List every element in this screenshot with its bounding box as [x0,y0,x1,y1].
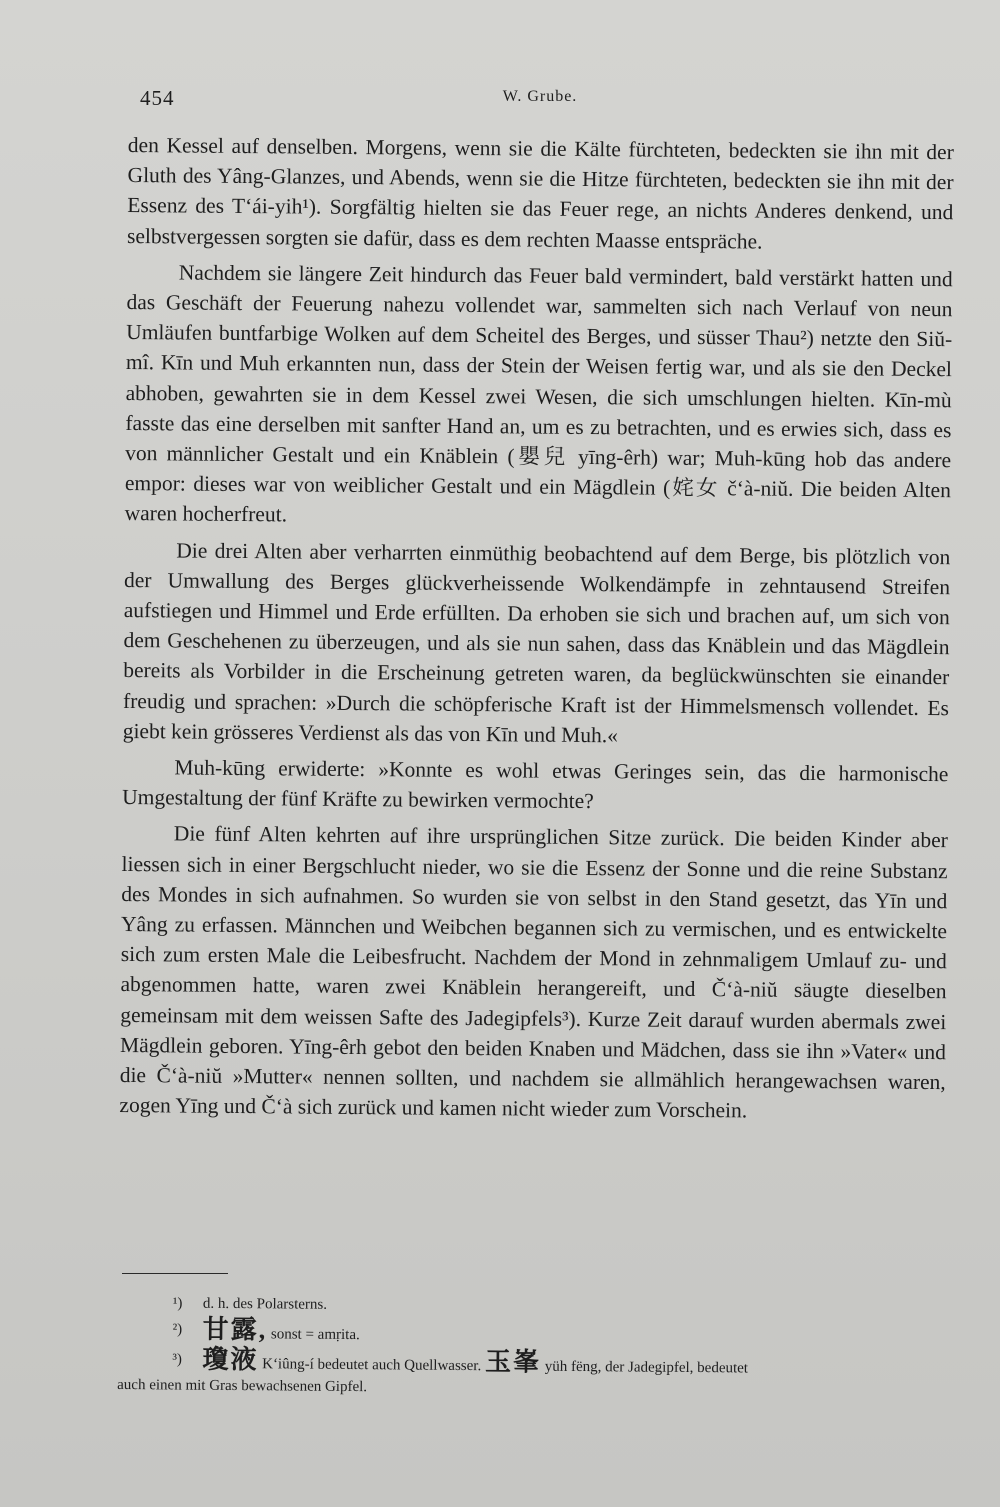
paragraph-4: Muh-kūng erwiderte: »Konnte es wohl etwas Geringes sein, das die harmonische Umgestaltung der fünf Kräfte zu bewirken vermochte? [122,755,949,814]
footnote-cjk: 瓊液 [202,1344,259,1375]
footnote-text: sonst = amṛita. [270,1326,360,1344]
page-number: 454 [140,86,175,110]
footnote-mark: ²) [172,1321,183,1338]
footnote-3 [117,1344,947,1403]
body-text [119,130,954,1134]
footnote-mark: ¹) [172,1295,183,1312]
footnote-cjk-2: 玉峯 [484,1347,542,1377]
footnotes [117,1292,948,1407]
footnote-cjk: 甘露, [202,1314,268,1345]
page-header [140,86,940,114]
paragraph-1: den Kessel auf denselben. Morgens, wenn sie die Kälte fürchteten, bedeckten sie ihn mit der Gluth des Yâng-Glanzes, und Abends, wenn sie die Hitze fürchteten, bedeckten sie ihn mit der Essenz des T‘ái-yih¹). Sorgfältig hielten sie das Feuer rege, an nichts Anderes denkend, und selbstvergessen sorgten sie dafür, dass es dem rechten Maasse entspräche. [126,132,954,254]
paragraph-2: Nachdem sie längere Zeit hindurch das Feuer bald vermindert, bald verstärkt hatten und das Geschäft der Feuerung nahezu vollendet war, sammelten sich nach Verlauf von neun Umläufen buntfarbige Wolken auf dem Scheitel des Berges, und süsser Thau²) netzte den Siŭ-mî. Kīn und Muh erkannten nun, dass der Stein der Weisen fertig war, und als sie den Deckel abhoben, gewahrten sie in dem Kessel zwei Wesen, die sich umschlungen hielten. Kīn-mù fasste das eine derselben mit sanfter Hand an, um es zu betrachten, und es erwies sich, dass es von männlicher Gestalt und ein Knäblein (嬰兒 yīng-êrh) war; Muh-kūng hob das andere empor: dieses war von weiblicher Gestalt und ein Mägdlein (姹女 č‘à-niŭ. Die beiden Alten waren hocherfreut. [124,260,953,527]
footnote-continuation: auch einen mit Gras bewachsenen Gipfel. [117,1376,368,1396]
footnote-mark: ³) [172,1351,182,1368]
paragraph-5: Die fünf Alten kehrten auf ihre ursprünglichen Sitze zurück. Die beiden Kinder aber liessen sich in einer Bergschlucht nieder, wo sie die Essenz der Sonne und die reine Substanz des Mondes in sich aufnahmen. So wurden sie von selbst in den Stand gesetzt, das Yīn und Yâng zu erfassen. Männchen und Weibchen begannen sich zu vermischen, und es entwickelte sich zum ersten Male die Leibesfrucht. Nachdem der Mond in zehnmaligem Umlauf zu- und abgenommen hatte, waren zwei Knäblein herangereift, und Č‘à-niŭ säugte dieselben gemeinsam mit dem weissen Safte des Jadegipfels³). Kurze Zeit darauf wurden abermals zwei Mägdlein geboren. Yīng-êrh gebot den beiden Knaben und Mädchen, dass sie ihn »Vater« und die Č‘à-niŭ »Mutter« nennen sollten, und nachdem sie allmählich herangewachsen waren, zogen Yīng und Č‘à sich zurück und kamen nicht wieder zum Vorschein. [119,821,948,1123]
footnote-text-2: yüh fëng, der Jadegipfel, bedeutet [544,1358,749,1377]
footnote-rule [122,1273,228,1274]
footnote-text: K‘iûng-í bedeutet auch Quellwasser. [262,1356,482,1375]
running-head: W. Grube. [502,88,578,105]
footnote-text: d. h. des Polarsterns. [202,1295,328,1313]
paragraph-3: Die drei Alten aber verharrten einmüthig beobachtend auf dem Berge, bis plötzlich von der Umwallung des Berges glückverheissende Wolkendämpfe in zehntausend Streifen aufstiegen und Himmel und Erde erfüllten. Da erhoben sie sich und brachen auf, um sich von dem Geschehenen zu überzeugen, und als sie nun sahen, dass das Knäblein und das Mägdlein bereits als Vorbilder in die Erscheinung getreten waren, da beglückwünschten sie einander freudig und sprachen: »Durch die schöpferische Kraft ist der Himmelsmensch vollendet. Es giebt kein grösseres Verdienst als das von Kīn und Muh.« [122,538,951,748]
